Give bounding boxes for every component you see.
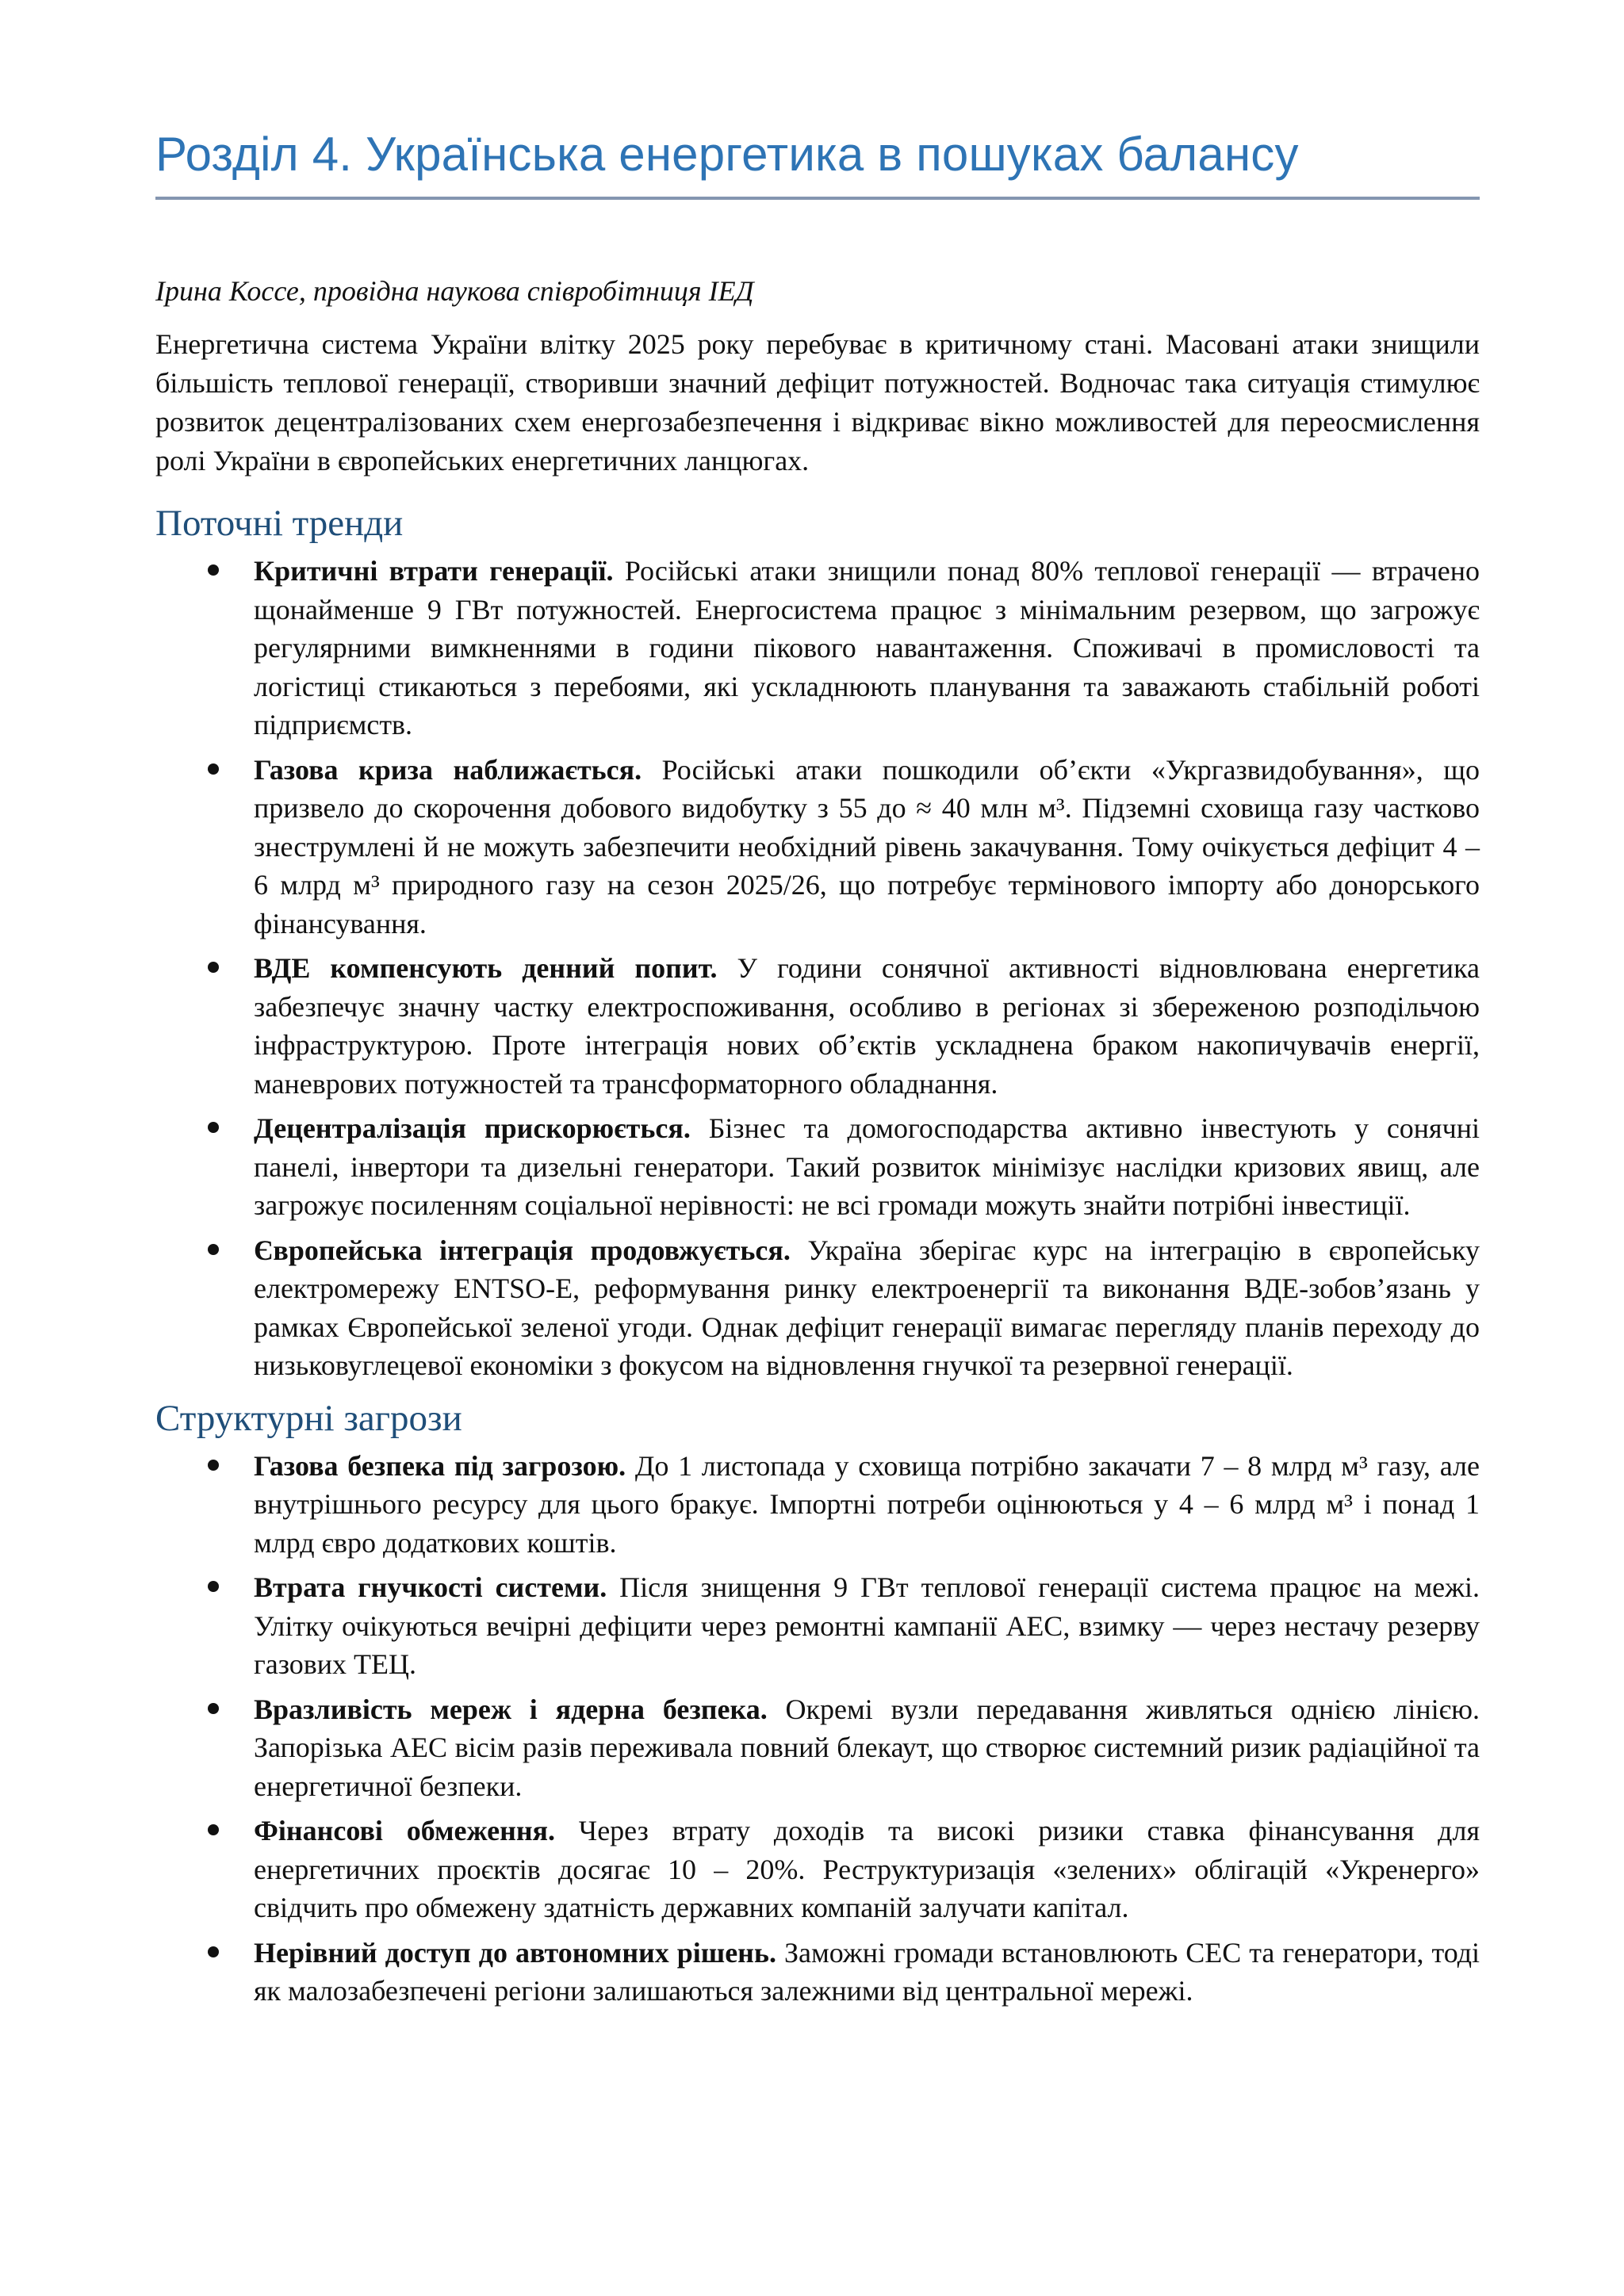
item-lead: Газова криза наближається. [254,753,642,786]
structural-threats-list [155,1447,1480,2011]
item-text: Через втрату доходів та високі ризики ставка фінансування для енергетичних проєктів досягає 10 – 20%. Реструктуризація «зелених» облігацій «Укренерго» свідчить про обмежену здатність державних компаній залучати капітал. [254,1815,1480,1923]
bullet-icon [208,564,219,576]
item-lead: ВДЕ компенсують денний попит. [254,952,718,984]
bullet-icon [208,1581,219,1592]
section-heading-current-trends: Поточні тренди [155,503,404,544]
item-lead: Втрата гнучкості системи. [254,1571,607,1603]
current-trends-list [155,552,1480,1385]
item-text: Україна зберігає курс на інтеграцію в європейську електромережу ENTSO-E, реформування ринку електроенергії та виконання ВДЕ-зобов’язань у рамках Європейської зеленої угоди. Однак дефіцит генерації вимагає перегляду планів переходу до низьковуглецевої економіки з фокусом на відновлення гнучкої та резервної генерації. [254,1234,1480,1381]
item-text: Окремі вузли передавання живляться однією лінією. Запорізька АЕС вісім разів переживала повний блекаут, що створює системний ризик радіаційної та енергетичної безпеки. [254,1693,1480,1802]
item-text: Російські атаки пошкодили об’єкти «Укргазвидобування», що призвело до скорочення добового видобутку з 55 до ≈ 40 млн м³. Підземні сховища газу частково знеструмлені й не можуть забезпечити необхідний рівень закачування. Тому очікується дефіцит 4 – 6 млрд м³ природного газу на сезон 2025/26, що потребує термінового імпорту або донорського фінансування. [254,753,1480,939]
item-text: До 1 листопада у сховища потрібно закачати 7 – 8 млрд м³ газу, але внутрішнього ресурсу для цього бракує. Імпортні потреби оцінюються у 4 – 6 млрд м³ і понад 1 млрд євро додаткових коштів. [254,1449,1480,1559]
item-lead: Європейська інтеграція продовжується. [254,1234,791,1266]
item-text: Бізнес та домогосподарства активно інвестують у сонячні панелі, інвертори та дизельні генератори. Такий розвиток мінімізує наслідки кризових явищ, але загрожує посиленням соціальної нерівності: не всі громади можуть знайти потрібні інвестиції. [254,1112,1480,1221]
section-heading-structural-threats: Структурні загрози [155,1397,462,1439]
bullet-icon [208,763,219,775]
item-text: Заможні громади встановлюють СЕС та генератори, тоді як малозабезпечені регіони залишаються залежними від центральної мережі. [254,1936,1480,2007]
intro-paragraph: Енергетична система України влітку 2025 року перебуває в критичному стані. Масовані атаки знищили більшість теплової генерації, створивши значний дефіцит потужностей. Водночас така ситуація стимулює розвиток децентралізованих схем енергозабезпечення і відкриває вікно можливостей для переосмислення ролі України в європейських енергетичних ланцюгах. [155,328,1480,476]
list-item [155,751,1480,943]
item-lead: Децентралізація прискорюється. [254,1112,691,1144]
list-item [155,949,1480,1103]
list-item [155,552,1480,744]
list-item [155,1690,1480,1806]
bullet-icon [208,1244,219,1255]
bullet-icon [208,1824,219,1835]
item-lead: Нерівний доступ до автономних рішень. [254,1936,776,1969]
chapter-title: Розділ 4. Українська енергетика в пошуках балансу [155,128,1299,181]
bullet-icon [208,1946,219,1957]
item-text: У години сонячної активності відновлювана енергетика забезпечує значну частку електроспоживання, особливо в регіонах зі збереженою розподільчою інфраструктурою. Проте інтеграція нових об’єктів ускладнена браком накопичувачів енергії, маневрових потужностей та трансформаторного обладнання. [254,952,1480,1100]
list-item [155,1447,1480,1563]
list-item [155,1231,1480,1385]
bullet-icon [208,1122,219,1133]
bullet-icon [208,962,219,973]
list-item [155,1812,1480,1927]
bullet-icon [208,1703,219,1714]
title-divider [155,197,1480,200]
item-lead: Фінансові обмеження. [254,1815,556,1846]
item-lead: Газова безпека під загрозою. [254,1449,626,1482]
item-lead: Критичні втрати генерації. [254,555,614,587]
author-line: Ірина Коссе, провідна наукова співробітниця ІЕД [155,275,754,307]
list-item [155,1568,1480,1684]
item-text: Російські атаки знищили понад 80% теплової генерації — втрачено щонайменше 9 ГВт потужностей. Енергосистема працює з мінімальним резервом, що загрожує регулярними вимкненнями в години пікового навантаження. Споживачі в промисловості та логістиці стикаються з перебоями, які ускладнюють планування та заважають стабільній роботі підприємств. [254,555,1480,740]
item-text: Після знищення 9 ГВт теплової генерації система працює на межі. Улітку очікуються вечірні дефіцити через ремонтні кампанії АЕС, взимку — через нестачу резерву газових ТЕЦ. [254,1571,1480,1680]
list-item [155,1109,1480,1225]
list-item [155,1934,1480,2011]
item-lead: Вразливість мереж і ядерна безпека. [254,1693,768,1725]
bullet-icon [208,1460,219,1471]
